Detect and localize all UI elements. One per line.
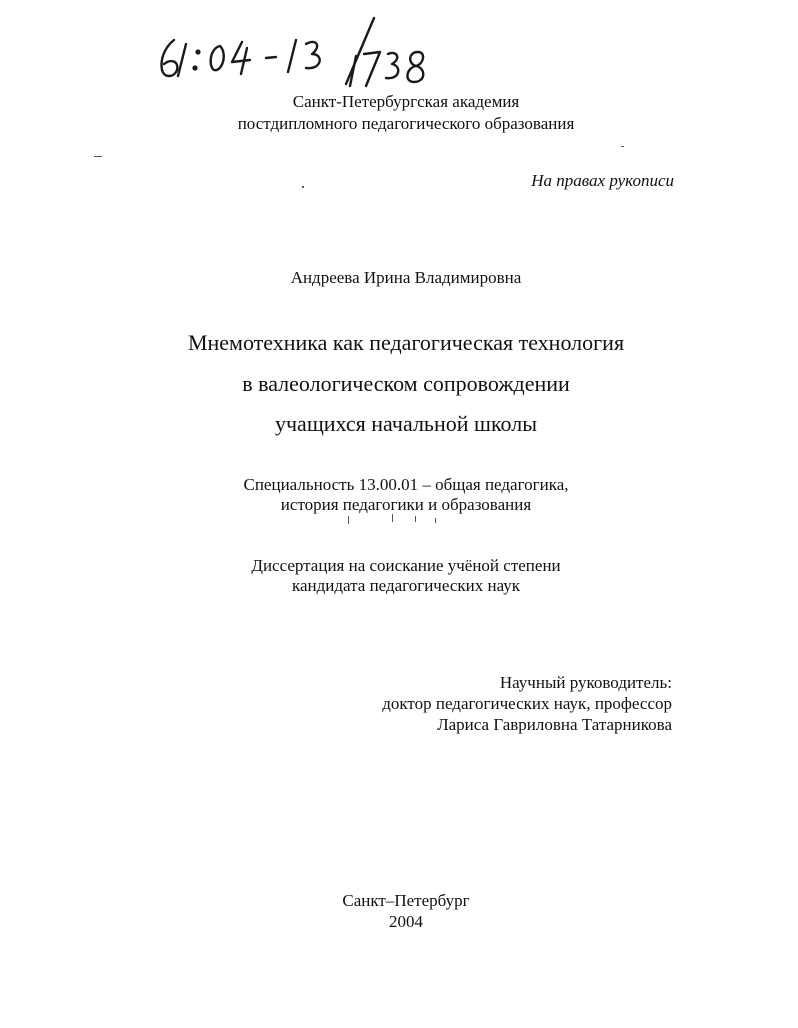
- scan-speck: [621, 146, 624, 147]
- supervisor-name: Лариса Гавриловна Татарникова: [437, 715, 672, 734]
- title-line-2: в валеологическом сопровождении: [242, 371, 570, 396]
- scan-speck: [435, 518, 436, 523]
- title-line-1: Мнемотехника как педагогическая технология: [187, 330, 625, 355]
- scan-speck: [94, 156, 102, 157]
- specialty-line-2: история педагогики и образования: [280, 495, 532, 514]
- rights-note: На правах рукописи: [531, 171, 674, 190]
- scan-speck: [415, 516, 416, 522]
- handwritten-archive-mark: [150, 10, 450, 95]
- scan-speck: [302, 186, 304, 188]
- supervisor-block: [382, 672, 672, 735]
- scan-speck: [348, 516, 349, 524]
- footer-year: 2004: [389, 912, 423, 931]
- institution-line-2: постдипломного педагогического образования: [237, 114, 575, 133]
- title-line-3: учащихся начальной школы: [274, 411, 537, 436]
- archive-mark-text: 61: 04-13/1738: [150, 10, 157, 11]
- scan-speck: [392, 514, 393, 522]
- supervisor-label: Научный руководитель:: [499, 673, 672, 692]
- supervisor-degree: доктор педагогических наук, профессор: [382, 694, 672, 713]
- specialty-line-1: Специальность 13.00.01 – общая педагогика,: [243, 475, 569, 494]
- author-name: Андреева Ирина Владимировна: [290, 268, 522, 287]
- institution-line-1: Санкт-Петербургская академия: [292, 92, 520, 111]
- footer-city: Санкт–Петербург: [342, 891, 470, 910]
- dissertation-line-1: Диссертация на соискание учёной степени: [251, 556, 561, 575]
- dissertation-line-2: кандидата педагогических наук: [291, 576, 521, 595]
